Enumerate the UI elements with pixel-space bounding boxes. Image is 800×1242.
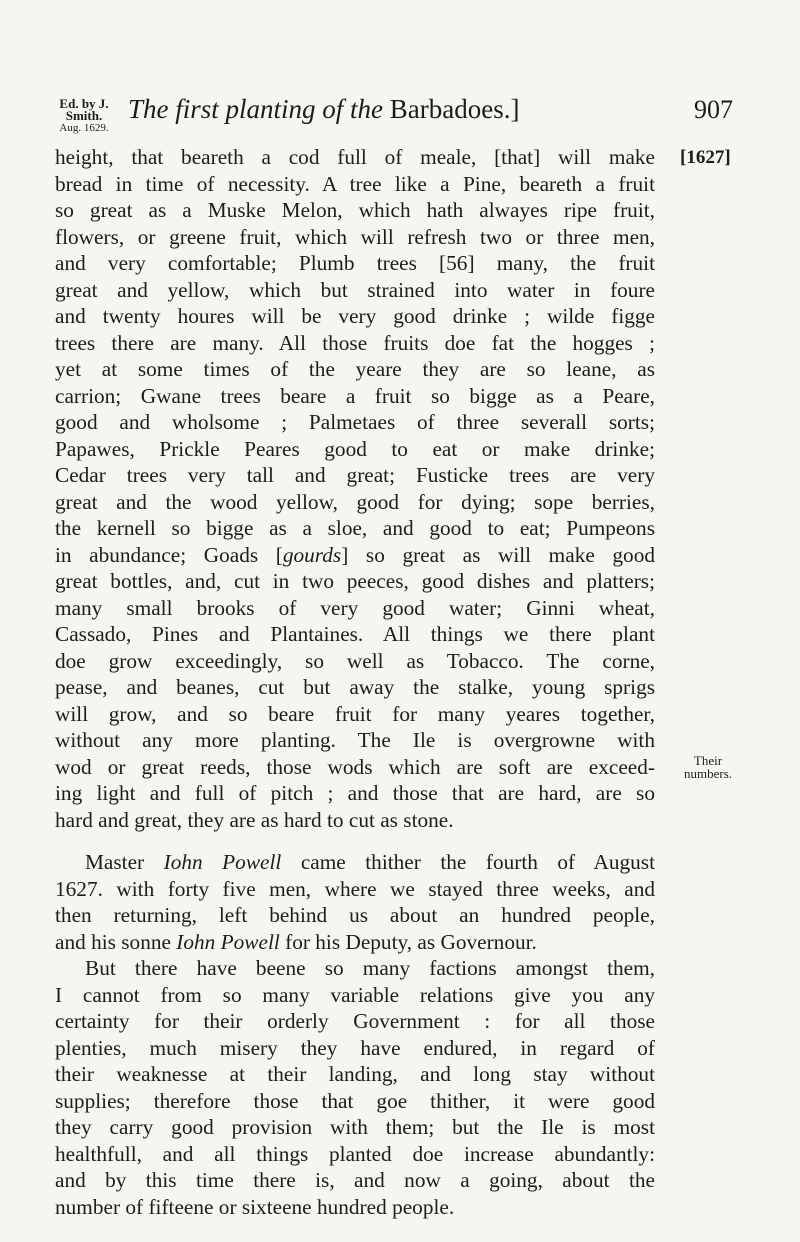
text-line: Cedar trees very tall and great; Fusticke trees are very (55, 463, 655, 487)
text-line: then returning, left behind us about an hundred people, (55, 903, 655, 927)
running-title-italic: The first planting of the (128, 94, 384, 124)
text-line: healthfull, and all things planted doe increase abundantly: (55, 1141, 655, 1166)
text-line: Papawes, Prickle Peares good to eat or make drinke; (55, 436, 655, 461)
text-line: their weaknesse at their landing, and long stay without (55, 1062, 655, 1086)
text-line: hard and great, they are as hard to cut as stone. (55, 807, 454, 832)
text-line: certainty for their orderly Government : for all those (55, 1009, 655, 1033)
margin-note (668, 754, 748, 780)
text-line: carrion; Gwane trees beare a fruit so bigge as a Peare, (55, 383, 655, 408)
running-title (128, 93, 519, 125)
text-line: great and the wood yellow, good for dying; sope berries, (55, 489, 655, 514)
running-title-roman: Barbadoes.] (389, 94, 520, 124)
text-line: pease, and beanes, cut but away the stalke, young sprigs (55, 675, 655, 699)
margin-note-line: Their (693, 753, 723, 768)
text-line: plenties, much misery they have endured, in regard of (55, 1035, 655, 1060)
text-line: they carry good provision with them; but the Ile is most (55, 1115, 655, 1139)
text-line: great bottles, and, cut in two peeces, good dishes and platters; (55, 569, 655, 593)
text-line: But there have beene so many factions amongst them, (85, 956, 655, 980)
editor-line: Ed. by J. Smith. (59, 96, 109, 123)
text-line: many small brooks of very good water; Ginni wheat, (55, 595, 655, 620)
text-line: in abundance; Goads [gourds] so great as will make good (55, 542, 655, 567)
text-line: 1627. with forty five men, where we stayed three weeks, and (55, 876, 655, 901)
text-line: and very comfortable; Plumb trees [56] many, the fruit (55, 251, 655, 275)
text-line: so great as a Muske Melon, which hath alwayes ripe fruit, (55, 198, 655, 222)
text-line: height, that beareth a cod full of meale, [that] will make (55, 145, 655, 169)
text-line: Master Iohn Powell came thither the fourth of August (85, 850, 655, 874)
text-line: and by this time there is, and now a going, about the (55, 1168, 655, 1192)
margin-year: [1627] (680, 147, 731, 168)
text-line: supplies; therefore those that goe thither, it were good (55, 1088, 655, 1113)
text-line: and twenty houres will be very good drinke ; wilde figge (55, 304, 655, 328)
text-line: without any more planting. The Ile is overgrowne with (55, 728, 655, 752)
body-text (55, 144, 655, 1220)
page-number: 907 (694, 95, 733, 124)
text-line: number of fifteene or sixteene hundred people. (55, 1194, 455, 1219)
text-line: will grow, and so beare fruit for many yeares together, (55, 701, 655, 726)
margin-note-line: numbers. (683, 766, 733, 781)
text-line: Cassado, Pines and Plantaines. All things we there plant (55, 622, 655, 646)
text-line: and his sonne Iohn Powell for his Deputy, as Governour. (55, 929, 537, 954)
editor-date: Aug. 1629. (59, 122, 109, 134)
text-line: ing light and full of pitch ; and those that are hard, are so (55, 781, 655, 805)
text-line: the kernell so bigge as a sloe, and good to eat; Pumpeons (55, 516, 655, 540)
text-line: I cannot from so many variable relations give you any (55, 982, 655, 1007)
editor-note (52, 98, 116, 134)
text-line: flowers, or greene fruit, which will refresh two or three men, (55, 224, 655, 249)
paragraph-powell (55, 849, 655, 955)
text-line: yet at some times of the yeare they are so leane, as (55, 357, 655, 381)
text-line: good and wholsome ; Palmetaes of three severall sorts; (55, 410, 655, 434)
text-line: bread in time of necessity. A tree like a Pine, beareth a fruit (55, 171, 655, 196)
text-line: trees there are many. All those fruits doe fat the hogges ; (55, 330, 655, 355)
text-line: doe grow exceedingly, so well as Tobacco. The corne, (55, 648, 655, 673)
text-line: wod or great reeds, those wods which are soft are exceed- (55, 754, 655, 779)
paragraph-factions (55, 955, 655, 1220)
text-line: great and yellow, which but strained into water in foure (55, 277, 655, 302)
paragraph-produce (55, 144, 655, 833)
